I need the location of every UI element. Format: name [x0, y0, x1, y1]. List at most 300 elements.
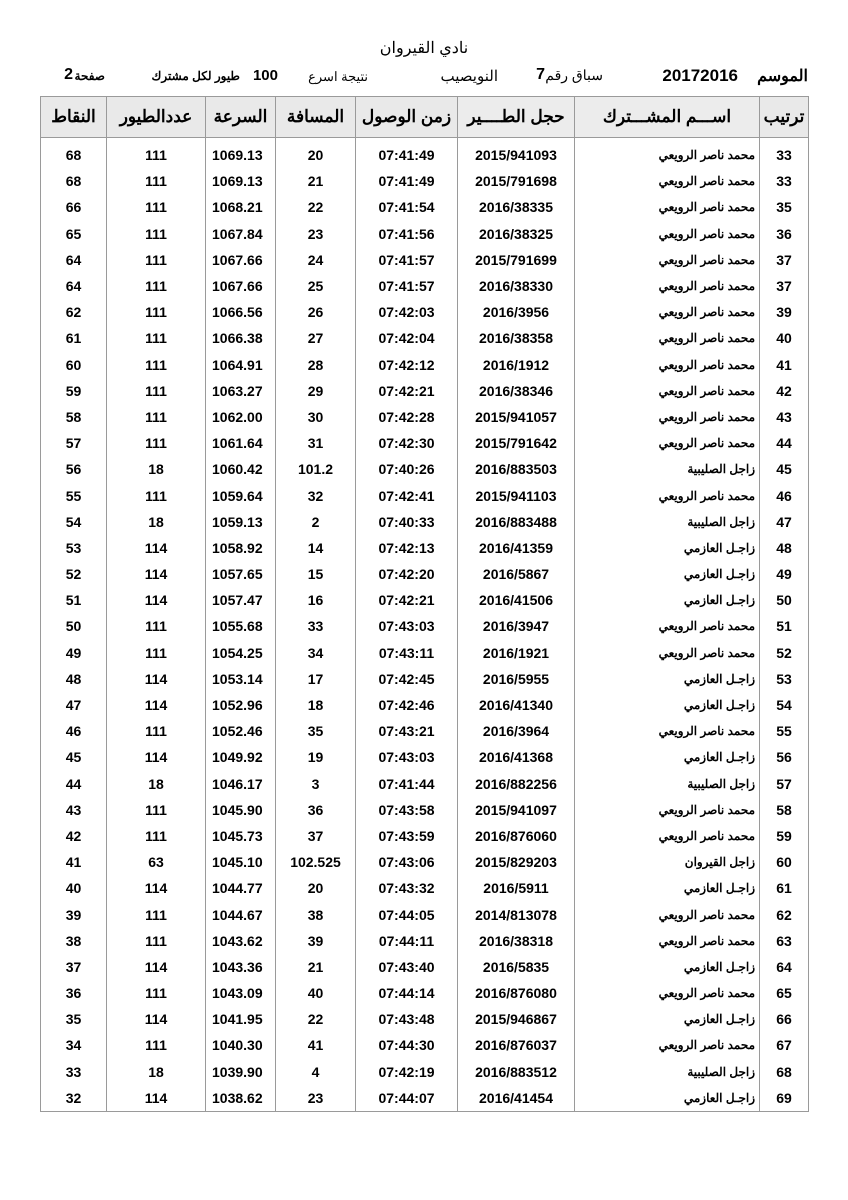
cell-ring-number: 2016/41506: [458, 587, 575, 613]
cell-arrival-time: 07:41:49: [356, 142, 458, 168]
cell-speed: 1059.64: [206, 482, 276, 508]
cell-points: 59: [41, 378, 107, 404]
cell-arrival-time: 07:43:21: [356, 718, 458, 744]
cell-ring-number: 2016/883503: [458, 456, 575, 482]
cell-bird-count: 111: [107, 221, 206, 247]
cell-speed: 1043.36: [206, 954, 276, 980]
cell-distance: 2: [276, 509, 356, 535]
cell-speed: 1062.00: [206, 404, 276, 430]
table-row: [41, 352, 809, 378]
cell-rank: 36: [760, 221, 809, 247]
cell-participant-name: محمد ناصر الرويعي: [575, 168, 760, 194]
cell-points: 32: [41, 1085, 107, 1112]
cell-arrival-time: 07:43:58: [356, 797, 458, 823]
cell-bird-count: 114: [107, 744, 206, 770]
cell-rank: 44: [760, 430, 809, 456]
cell-rank: 46: [760, 482, 809, 508]
cell-distance: 37: [276, 823, 356, 849]
cell-distance: 33: [276, 613, 356, 639]
table-row: [41, 1032, 809, 1058]
cell-ring-number: 2015/791642: [458, 430, 575, 456]
cell-ring-number: 2015/791699: [458, 247, 575, 273]
cell-arrival-time: 07:43:11: [356, 640, 458, 666]
cell-points: 33: [41, 1059, 107, 1085]
cell-participant-name: زاجـل العازمي: [575, 1006, 760, 1032]
cell-arrival-time: 07:40:33: [356, 509, 458, 535]
cell-distance: 21: [276, 168, 356, 194]
cell-bird-count: 111: [107, 142, 206, 168]
cell-speed: 1067.66: [206, 273, 276, 299]
cell-points: 52: [41, 561, 107, 587]
table-row: [41, 771, 809, 797]
cell-points: 39: [41, 901, 107, 927]
cell-points: 40: [41, 875, 107, 901]
column-header-rank: ترتيب: [760, 97, 809, 138]
cell-points: 57: [41, 430, 107, 456]
cell-speed: 1039.90: [206, 1059, 276, 1085]
cell-bird-count: 18: [107, 771, 206, 797]
cell-bird-count: 18: [107, 509, 206, 535]
cell-rank: 37: [760, 273, 809, 299]
cell-bird-count: 111: [107, 168, 206, 194]
cell-ring-number: 2016/3964: [458, 718, 575, 744]
cell-bird-count: 114: [107, 535, 206, 561]
cell-arrival-time: 07:42:30: [356, 430, 458, 456]
race-label: سباق رقم: [545, 67, 603, 83]
table-row: [41, 299, 809, 325]
cell-bird-count: 114: [107, 954, 206, 980]
cell-speed: 1053.14: [206, 666, 276, 692]
cell-rank: 39: [760, 299, 809, 325]
cell-points: 65: [41, 221, 107, 247]
cell-distance: 19: [276, 744, 356, 770]
cell-participant-name: زاجل القيروان: [575, 849, 760, 875]
cell-arrival-time: 07:42:21: [356, 378, 458, 404]
cell-speed: 1057.47: [206, 587, 276, 613]
cell-speed: 1061.64: [206, 430, 276, 456]
cell-rank: 58: [760, 797, 809, 823]
cell-distance: 18: [276, 692, 356, 718]
birds-count: 100: [252, 67, 278, 84]
cell-distance: 3: [276, 771, 356, 797]
table-row: [41, 168, 809, 194]
cell-speed: 1054.25: [206, 640, 276, 666]
table-row: [41, 875, 809, 901]
cell-participant-name: محمد ناصر الرويعي: [575, 247, 760, 273]
cell-ring-number: 2016/1912: [458, 352, 575, 378]
cell-ring-number: 2015/941057: [458, 404, 575, 430]
cell-points: 54: [41, 509, 107, 535]
cell-arrival-time: 07:43:40: [356, 954, 458, 980]
cell-participant-name: زاجل الصليبية: [575, 771, 760, 797]
cell-bird-count: 111: [107, 430, 206, 456]
cell-ring-number: 2015/941103: [458, 482, 575, 508]
cell-rank: 55: [760, 718, 809, 744]
cell-participant-name: محمد ناصر الرويعي: [575, 482, 760, 508]
cell-bird-count: 111: [107, 247, 206, 273]
cell-arrival-time: 07:42:28: [356, 404, 458, 430]
cell-points: 42: [41, 823, 107, 849]
cell-rank: 54: [760, 692, 809, 718]
table-row: [41, 1085, 809, 1112]
cell-distance: 101.2: [276, 456, 356, 482]
cell-arrival-time: 07:41:54: [356, 194, 458, 220]
cell-points: 41: [41, 849, 107, 875]
cell-arrival-time: 07:43:32: [356, 875, 458, 901]
cell-bird-count: 18: [107, 1059, 206, 1085]
cell-distance: 29: [276, 378, 356, 404]
cell-points: 44: [41, 771, 107, 797]
season-value: 20172016: [662, 66, 738, 85]
cell-ring-number: 2015/946867: [458, 1006, 575, 1032]
cell-participant-name: محمد ناصر الرويعي: [575, 613, 760, 639]
cell-distance: 22: [276, 194, 356, 220]
cell-ring-number: 2016/41340: [458, 692, 575, 718]
cell-distance: 40: [276, 980, 356, 1006]
cell-distance: 25: [276, 273, 356, 299]
cell-ring-number: 2016/41368: [458, 744, 575, 770]
result-label: نتيجة اسرع: [308, 69, 368, 84]
cell-bird-count: 111: [107, 352, 206, 378]
cell-bird-count: 111: [107, 325, 206, 351]
cell-participant-name: زاجل الصليبية: [575, 456, 760, 482]
cell-distance: 34: [276, 640, 356, 666]
cell-rank: 63: [760, 928, 809, 954]
cell-ring-number: 2015/941093: [458, 142, 575, 168]
cell-points: 62: [41, 299, 107, 325]
cell-rank: 59: [760, 823, 809, 849]
cell-points: 49: [41, 640, 107, 666]
cell-speed: 1038.62: [206, 1085, 276, 1112]
table-row: [41, 456, 809, 482]
cell-distance: 22: [276, 1006, 356, 1032]
cell-participant-name: زاجـل العازمي: [575, 692, 760, 718]
cell-rank: 45: [760, 456, 809, 482]
cell-ring-number: 2016/38330: [458, 273, 575, 299]
cell-ring-number: 2016/876037: [458, 1032, 575, 1058]
cell-arrival-time: 07:44:05: [356, 901, 458, 927]
cell-rank: 57: [760, 771, 809, 797]
table-row: [41, 692, 809, 718]
cell-participant-name: محمد ناصر الرويعي: [575, 299, 760, 325]
cell-points: 51: [41, 587, 107, 613]
table-row: [41, 744, 809, 770]
cell-bird-count: 111: [107, 928, 206, 954]
column-header-distance: المسافة: [276, 97, 356, 138]
cell-bird-count: 18: [107, 456, 206, 482]
cell-bird-count: 111: [107, 1032, 206, 1058]
cell-points: 47: [41, 692, 107, 718]
cell-ring-number: 2015/941097: [458, 797, 575, 823]
cell-rank: 35: [760, 194, 809, 220]
cell-arrival-time: 07:41:49: [356, 168, 458, 194]
cell-rank: 47: [760, 509, 809, 535]
cell-bird-count: 111: [107, 273, 206, 299]
cell-points: 34: [41, 1032, 107, 1058]
cell-distance: 4: [276, 1059, 356, 1085]
cell-bird-count: 111: [107, 613, 206, 639]
cell-speed: 1049.92: [206, 744, 276, 770]
cell-ring-number: 2014/813078: [458, 901, 575, 927]
cell-participant-name: محمد ناصر الرويعي: [575, 325, 760, 351]
cell-rank: 60: [760, 849, 809, 875]
cell-distance: 16: [276, 587, 356, 613]
table-row: [41, 823, 809, 849]
cell-speed: 1066.38: [206, 325, 276, 351]
cell-points: 38: [41, 928, 107, 954]
column-header-bird-count: عددالطيور: [107, 97, 206, 138]
cell-ring-number: 2016/41359: [458, 535, 575, 561]
cell-ring-number: 2016/883512: [458, 1059, 575, 1085]
cell-distance: 32: [276, 482, 356, 508]
table-row: [41, 482, 809, 508]
table-row: [41, 928, 809, 954]
column-header-speed: السرعة: [206, 97, 276, 138]
cell-ring-number: 2016/5867: [458, 561, 575, 587]
cell-speed: 1058.92: [206, 535, 276, 561]
cell-participant-name: زاجـل العازمي: [575, 744, 760, 770]
cell-participant-name: محمد ناصر الرويعي: [575, 980, 760, 1006]
cell-points: 48: [41, 666, 107, 692]
cell-speed: 1044.77: [206, 875, 276, 901]
cell-speed: 1066.56: [206, 299, 276, 325]
cell-speed: 1069.13: [206, 168, 276, 194]
cell-speed: 1067.84: [206, 221, 276, 247]
cell-arrival-time: 07:41:57: [356, 273, 458, 299]
cell-distance: 23: [276, 221, 356, 247]
cell-ring-number: 2016/3956: [458, 299, 575, 325]
table-row: [41, 378, 809, 404]
cell-distance: 27: [276, 325, 356, 351]
cell-arrival-time: 07:42:04: [356, 325, 458, 351]
cell-rank: 61: [760, 875, 809, 901]
cell-speed: 1046.17: [206, 771, 276, 797]
table-body: [41, 138, 809, 1112]
cell-arrival-time: 07:44:30: [356, 1032, 458, 1058]
cell-speed: 1045.10: [206, 849, 276, 875]
cell-arrival-time: 07:42:03: [356, 299, 458, 325]
cell-participant-name: محمد ناصر الرويعي: [575, 404, 760, 430]
cell-participant-name: زاجـل العازمي: [575, 535, 760, 561]
cell-points: 45: [41, 744, 107, 770]
cell-distance: 39: [276, 928, 356, 954]
cell-rank: 48: [760, 535, 809, 561]
cell-arrival-time: 07:43:48: [356, 1006, 458, 1032]
cell-distance: 23: [276, 1085, 356, 1112]
cell-points: 64: [41, 273, 107, 299]
cell-points: 50: [41, 613, 107, 639]
cell-arrival-time: 07:44:14: [356, 980, 458, 1006]
cell-distance: 31: [276, 430, 356, 456]
cell-points: 35: [41, 1006, 107, 1032]
cell-points: 61: [41, 325, 107, 351]
cell-rank: 40: [760, 325, 809, 351]
cell-distance: 20: [276, 875, 356, 901]
club-title: نادي القيروان: [379, 40, 469, 57]
cell-ring-number: 2016/5835: [458, 954, 575, 980]
cell-arrival-time: 07:42:45: [356, 666, 458, 692]
cell-speed: 1043.09: [206, 980, 276, 1006]
cell-ring-number: 2016/3947: [458, 613, 575, 639]
cell-ring-number: 2016/876080: [458, 980, 575, 1006]
cell-rank: 66: [760, 1006, 809, 1032]
cell-bird-count: 114: [107, 587, 206, 613]
cell-ring-number: 2015/829203: [458, 849, 575, 875]
cell-arrival-time: 07:42:12: [356, 352, 458, 378]
table-row: [41, 404, 809, 430]
cell-rank: 56: [760, 744, 809, 770]
column-header-ring: حجل الطــــير: [458, 97, 575, 138]
cell-distance: 102.525: [276, 849, 356, 875]
cell-arrival-time: 07:42:19: [356, 1059, 458, 1085]
cell-arrival-time: 07:43:03: [356, 744, 458, 770]
cell-bird-count: 111: [107, 823, 206, 849]
cell-bird-count: 111: [107, 640, 206, 666]
cell-participant-name: محمد ناصر الرويعي: [575, 352, 760, 378]
cell-ring-number: 2016/883488: [458, 509, 575, 535]
cell-rank: 65: [760, 980, 809, 1006]
cell-participant-name: زاجل الصليبية: [575, 509, 760, 535]
cell-ring-number: 2015/791698: [458, 168, 575, 194]
cell-points: 43: [41, 797, 107, 823]
cell-speed: 1059.13: [206, 509, 276, 535]
table-row: [41, 1059, 809, 1085]
cell-participant-name: محمد ناصر الرويعي: [575, 797, 760, 823]
cell-ring-number: 2016/41454: [458, 1085, 575, 1112]
cell-points: 36: [41, 980, 107, 1006]
cell-rank: 62: [760, 901, 809, 927]
cell-distance: 36: [276, 797, 356, 823]
cell-participant-name: محمد ناصر الرويعي: [575, 640, 760, 666]
cell-ring-number: 2016/5955: [458, 666, 575, 692]
table-row: [41, 535, 809, 561]
birds-per-label: طيور لكل مشترك: [151, 69, 240, 83]
table-row: [41, 666, 809, 692]
cell-speed: 1040.30: [206, 1032, 276, 1058]
cell-speed: 1069.13: [206, 142, 276, 168]
column-header-points: النقاط: [41, 97, 107, 138]
cell-distance: 24: [276, 247, 356, 273]
cell-speed: 1067.66: [206, 247, 276, 273]
page-label: صفحة: [74, 69, 105, 83]
table-row: [41, 797, 809, 823]
cell-arrival-time: 07:40:26: [356, 456, 458, 482]
cell-points: 68: [41, 142, 107, 168]
cell-rank: 68: [760, 1059, 809, 1085]
cell-arrival-time: 07:42:21: [356, 587, 458, 613]
cell-rank: 51: [760, 613, 809, 639]
cell-speed: 1041.95: [206, 1006, 276, 1032]
page-number: 2: [64, 66, 73, 83]
race-number: 7: [536, 66, 545, 83]
cell-participant-name: زاجـل العازمي: [575, 875, 760, 901]
cell-points: 64: [41, 247, 107, 273]
cell-points: 56: [41, 456, 107, 482]
cell-points: 68: [41, 168, 107, 194]
cell-arrival-time: 07:41:57: [356, 247, 458, 273]
cell-arrival-time: 07:42:20: [356, 561, 458, 587]
cell-bird-count: 111: [107, 299, 206, 325]
cell-rank: 67: [760, 1032, 809, 1058]
cell-arrival-time: 07:42:13: [356, 535, 458, 561]
cell-bird-count: 114: [107, 1006, 206, 1032]
season-label: الموسم: [757, 68, 808, 85]
cell-rank: 50: [760, 587, 809, 613]
cell-bird-count: 111: [107, 797, 206, 823]
cell-distance: 30: [276, 404, 356, 430]
cell-bird-count: 114: [107, 692, 206, 718]
cell-distance: 20: [276, 142, 356, 168]
cell-distance: 14: [276, 535, 356, 561]
table-row: [41, 273, 809, 299]
cell-points: 58: [41, 404, 107, 430]
table-row: [41, 901, 809, 927]
cell-rank: 69: [760, 1085, 809, 1112]
cell-points: 55: [41, 482, 107, 508]
cell-ring-number: 2016/5911: [458, 875, 575, 901]
cell-distance: 21: [276, 954, 356, 980]
table-row: [41, 1006, 809, 1032]
cell-bird-count: 114: [107, 561, 206, 587]
cell-participant-name: محمد ناصر الرويعي: [575, 1032, 760, 1058]
cell-bird-count: 111: [107, 404, 206, 430]
cell-speed: 1043.62: [206, 928, 276, 954]
cell-participant-name: محمد ناصر الرويعي: [575, 221, 760, 247]
cell-speed: 1057.65: [206, 561, 276, 587]
table-row: [41, 430, 809, 456]
cell-speed: 1060.42: [206, 456, 276, 482]
cell-arrival-time: 07:43:03: [356, 613, 458, 639]
cell-participant-name: محمد ناصر الرويعي: [575, 928, 760, 954]
cell-ring-number: 2016/882256: [458, 771, 575, 797]
cell-bird-count: 111: [107, 718, 206, 744]
cell-distance: 28: [276, 352, 356, 378]
cell-points: 37: [41, 954, 107, 980]
cell-arrival-time: 07:43:06: [356, 849, 458, 875]
cell-ring-number: 2016/876060: [458, 823, 575, 849]
cell-distance: 15: [276, 561, 356, 587]
cell-speed: 1052.96: [206, 692, 276, 718]
cell-speed: 1055.68: [206, 613, 276, 639]
cell-distance: 26: [276, 299, 356, 325]
cell-speed: 1045.73: [206, 823, 276, 849]
table-row: [41, 980, 809, 1006]
cell-ring-number: 2016/38346: [458, 378, 575, 404]
cell-distance: 38: [276, 901, 356, 927]
cell-participant-name: زاجـل العازمي: [575, 1085, 760, 1112]
cell-participant-name: محمد ناصر الرويعي: [575, 718, 760, 744]
race-location: النويصيب: [440, 68, 498, 85]
cell-rank: 43: [760, 404, 809, 430]
cell-speed: 1044.67: [206, 901, 276, 927]
cell-rank: 53: [760, 666, 809, 692]
cell-arrival-time: 07:41:56: [356, 221, 458, 247]
table-row: [41, 142, 809, 168]
table-row: [41, 561, 809, 587]
cell-bird-count: 111: [107, 901, 206, 927]
cell-arrival-time: 07:42:41: [356, 482, 458, 508]
cell-arrival-time: 07:44:11: [356, 928, 458, 954]
table-row: [41, 194, 809, 220]
table-row: [41, 640, 809, 666]
cell-participant-name: محمد ناصر الرويعي: [575, 901, 760, 927]
table-row: [41, 587, 809, 613]
cell-participant-name: زاجـل العازمي: [575, 561, 760, 587]
cell-participant-name: محمد ناصر الرويعي: [575, 142, 760, 168]
table-row: [41, 509, 809, 535]
cell-participant-name: زاجـل العازمي: [575, 666, 760, 692]
table-row: [41, 849, 809, 875]
